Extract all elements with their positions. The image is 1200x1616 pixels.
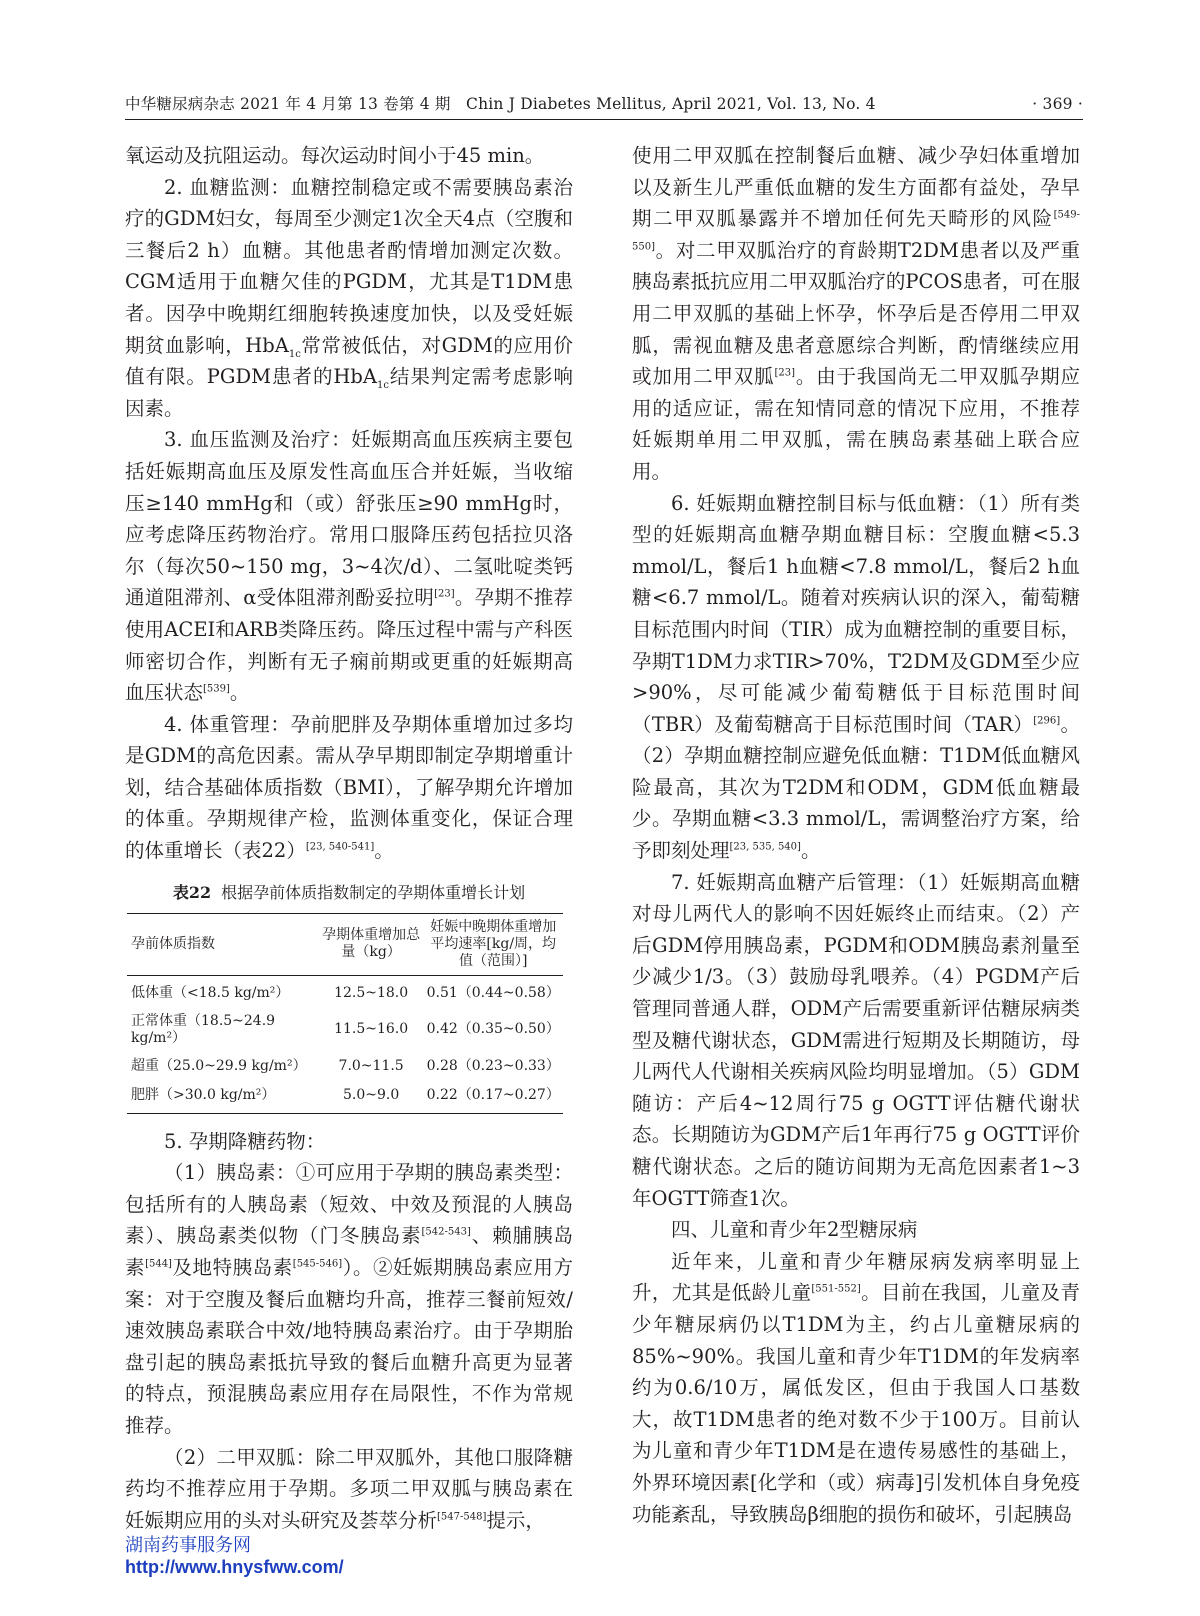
paragraph: 使用二甲双胍在控制餐后血糖、减少孕妇体重增加以及新生儿严重低血糖的发生方面都有益处，孕早期二甲双胍暴露并不增加任何先天畸形的风险[549-550]。对二甲双胍治疗的育龄期T2DM患者以及严重胰岛素抵抗应用二甲双胍治疗的PCOS患者，可在服用二甲双胍的基础上怀孕，怀孕后是否停用二甲双胍，需视血糖及患者意愿综合判断，酌情继续应用或加用二甲双胍[23]。由于我国尚无二甲双胍孕期应用的适应证，需在知情同意的情况下应用，不推荐妊娠期单用二甲双胍，需在胰岛素基础上联合应用。 xyxy=(632,144,1080,483)
citation: [539] xyxy=(203,683,230,695)
table-header: 孕前体质指数 xyxy=(127,913,319,975)
paragraph-children: 近年来，儿童和青少年糖尿病发病率明显上升，尤其是低龄儿童[551-552]。目前在我国，儿童及青少年糖尿病仍以T1DM为主，约占儿童糖尿病的85%~90%。我国儿童和青少年T1DM的年发病率约为0.6/10万，属低发区，但由于我国人口基数大，故T1DM患者的绝对数不少于100万。目前认为儿童和青少年T1DM是在遗传易感性的基础上，外界环境因素[化学和（或）病毒]引发机体自身免疫功能紊乱，导致胰岛β细胞的损伤和破坏，引起胰岛 xyxy=(632,1249,1080,1526)
citation: [547-548] xyxy=(437,1511,487,1523)
journal-citation xyxy=(125,93,876,115)
table-row: 超重（25.0~29.9 kg/m²） 7.0~11.5 0.28（0.23~0.33） xyxy=(131,1057,560,1074)
citation: [23] xyxy=(774,367,796,379)
paragraph-blood-pressure: 3. 血压监测及治疗：妊娠期高血压疾病主要包括妊娠期高血压及原发性高血压合并妊娠，当收缩压≥140 mmHg和（或）舒张压≥90 mmHg时，应考虑降压药物治疗。常用口服降压药包括拉贝洛尔（每次50~150 mg，3~4次/d）、二氢吡啶类钙通道阻滞剂、α受体阻滞剂酚妥拉明[23]。孕期不推荐使用ACEI和ARB类降压药。降压过程中需与产科医师密切合作，判断有无子痫前期或更重的妊娠期高血压状态[539]。 xyxy=(125,428,573,705)
citation: [296] xyxy=(1033,715,1061,727)
table-header: 孕期体重增加总量（kg） xyxy=(319,913,424,975)
citation: [545-546] xyxy=(292,1258,343,1270)
page-number: · 369 · xyxy=(1032,95,1083,113)
table-row: 正常体重（18.5~24.9 kg/m²） 11.5~16.0 0.42（0.35~0.50） xyxy=(131,1012,560,1046)
journal-name-cn: 中华糖尿病杂志 2021 年 4 月第 13 卷第 4 期 xyxy=(125,95,451,113)
journal-name-en: Chin J Diabetes Mellitus, April 2021, Vol. 13, No. 4 xyxy=(466,95,876,113)
citation: [23, 540-541] xyxy=(305,841,375,853)
table-row: 低体重（<18.5 kg/m²） 12.5~18.0 0.51（0.44~0.58） xyxy=(131,984,560,1001)
citation: [23, 535, 540] xyxy=(729,841,801,853)
paragraph-weight-management: 4. 体重管理：孕前肥胖及孕期体重增加过多均是GDM的高危因素。需从孕早期即制定孕期增重计划，结合基础体质指数（BMI），了解孕期允许增加的体重。孕期规律产检，监测体重变化，保证合理的体重增长（表22）[23, 540-541]。 xyxy=(125,712,573,863)
paragraph-metformin: （2）二甲双胍：除二甲双胍外，其他口服降糖药均不推荐应用于孕期。多项二甲双胍与胰岛素在妊娠期应用的头对头研究及荟萃分析[547-548]提示， xyxy=(125,1445,573,1532)
watermark-url: http://www.hnysfww.com/ xyxy=(125,1557,344,1577)
table-header: 妊娠中晚期体重增加平均速率[kg/周，均值（范围）] xyxy=(423,913,563,975)
section-heading: 四、儿童和青少年2型糖尿病 xyxy=(671,1218,918,1242)
watermark xyxy=(125,1534,344,1578)
table-caption xyxy=(125,881,573,905)
watermark-name: 湖南药事服务网 xyxy=(125,1535,251,1555)
table-title: 根据孕前体质指数制定的孕期体重增长计划 xyxy=(221,882,526,902)
weight-gain-table xyxy=(127,913,563,1114)
paragraph-insulin: （1）胰岛素：①可应用于孕期的胰岛素类型：包括所有的人胰岛素（短效、中效及预混的人胰岛素）、胰岛素类似物（门冬胰岛素[542-543]、赖脯胰岛素[544]及地特胰岛素[545-546]）。②妊娠期胰岛素应用方案：对于空腹及餐后血糖均升高，推荐三餐前短效/速效胰岛素联合中效/地特胰岛素治疗。由于孕期胎盘引起的胰岛素抵抗导致的餐后血糖升高更为显著的特点，预混胰岛素应用存在局限性，不作为常规推荐。 xyxy=(125,1161,573,1437)
table-number: 表22 xyxy=(172,882,212,902)
citation: [549-550] xyxy=(632,209,1080,253)
citation: [23] xyxy=(434,588,455,600)
paragraph-glucose-targets: 6. 妊娠期血糖控制目标与低血糖：（1）所有类型的妊娠期高血糖孕期血糖目标：空腹血糖<5.3 mmol/L，餐后1 h血糖<7.8 mmol/L，餐后2 h血糖<6.7 mmol/L。随着对疾病认识的深入，葡萄糖目标范围内时间（TIR）成为血糖控制的重要目标，孕期T1DM力求TIR>70%，T2DM及GDM至少应>90%，尽可能减少葡萄糖低于目标范围时间（TBR）及葡萄糖高于目标范围时间（TAR）[296]。（2）孕期血糖控制应避免低血糖：T1DM低血糖风险最高，其次为T2DM和ODM，GDM低血糖最少。孕期血糖<3.3 mmol/L，需调整治疗方案，给予即刻处理[23, 535, 540]。 xyxy=(632,491,1080,863)
citation: [542-543] xyxy=(421,1226,471,1238)
citation: [551-552] xyxy=(811,1283,861,1295)
paragraph-drug-heading: 5. 孕期降糖药物： xyxy=(164,1129,326,1153)
right-column xyxy=(632,140,1080,1530)
paragraph-postpartum: 7. 妊娠期高血糖产后管理：（1）妊娠期高血糖对母儿两代人的影响不因妊娠终止而结束。（2）产后GDM停用胰岛素，PGDM和ODM胰岛素剂量至少减少1/3。（3）鼓励母乳喂养。（4）PGDM产后管理同普通人群，ODM产后需要重新评估糖尿病类型及糖代谢状态，GDM需进行短期及长期随访，母儿两代人代谢相关疾病风险均明显增加。（5）GDM随访：产后4~12周行75 g OGTT评估糖代谢状态。长期随访为GDM产后1年再行75 g OGTT评价糖代谢状态。之后的随访间期为无高危因素者1~3年OGTT筛查1次。 xyxy=(632,870,1080,1210)
header-rule xyxy=(125,119,1083,120)
paragraph-glucose-monitoring: 2. 血糖监测：血糖控制稳定或不需要胰岛素治疗的GDM妇女，每周至少测定1次全天4点（空腹和三餐后2 h）血糖。其他患者酌情增加测定次数。CGM适用于血糖欠佳的PGDM，尤其是T1DM患者。因孕中晚期红细胞转换速度加快，以及受妊娠期贫血影响，HbA$_{1c}$常常被低估，对GDM的应用价值有限。PGDM患者的HbA$_{1c}$结果判定需考虑影响因素。 xyxy=(125,175,573,420)
citation: [544] xyxy=(145,1258,172,1270)
left-column xyxy=(125,140,573,1536)
running-header xyxy=(125,93,1083,119)
paragraph: 氧运动及抗阻运动。每次运动时间小于45 min。 xyxy=(125,144,545,167)
table-row: 肥胖（>30.0 kg/m²） 5.0~9.0 0.22（0.17~0.27） xyxy=(131,1086,560,1103)
